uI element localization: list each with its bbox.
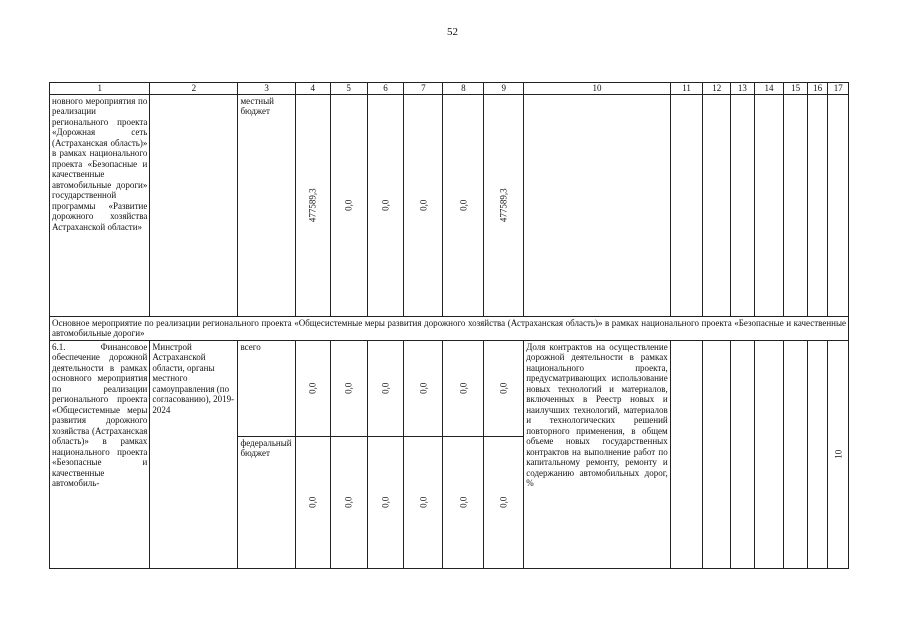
empty-cell xyxy=(731,340,755,568)
value-cell xyxy=(367,340,404,436)
empty-cell xyxy=(784,340,808,568)
value-cell xyxy=(295,436,330,568)
value-text: 0,0 xyxy=(498,496,509,508)
value-text: 0,0 xyxy=(380,496,391,508)
indicator-cell xyxy=(524,94,670,316)
funding-source-cell: всего xyxy=(238,340,295,436)
empty-cell xyxy=(731,94,755,316)
value-cell xyxy=(484,436,524,568)
col-header: 1 xyxy=(50,83,150,95)
indicator-cell: Доля контрактов на осуществление дорожной деятельности в рамках национального проекта, предусматривающих использование новых технологий и материалов, включенных в Реестр новых и наилучших технологий, материалов и технологических решений повторного применения, в общем объеме новых государственных контрактов на выполнение работ по капитальному ремонту, ремонту и содержанию автомобильных дорог, % xyxy=(524,340,670,568)
empty-cell xyxy=(754,340,784,568)
value-cell xyxy=(404,94,443,316)
col-header: 7 xyxy=(404,83,443,95)
col-header: 8 xyxy=(443,83,484,95)
col-header: 4 xyxy=(295,83,330,95)
value-text: 0,0 xyxy=(343,382,354,394)
col-header: 15 xyxy=(784,83,808,95)
empty-cell xyxy=(703,94,731,316)
col-header: 2 xyxy=(150,83,238,95)
measure-name-cell: 6.1. Финансовое обеспечение дорожной деятельности в рамках основного мероприятия по реализации регионального проекта «Общесистемные меры развития дорожного хозяйства (Астраханская область)» в рамках национального проекта «Безопасные и качественные автомобиль- xyxy=(50,340,150,568)
empty-cell xyxy=(828,94,849,316)
section-title-row xyxy=(50,316,849,340)
executor-cell xyxy=(150,94,238,316)
value-text: 0,0 xyxy=(380,199,391,211)
executor-cell: Минстрой Астраханской области, органы местного самоуправления (по согласованию), 2019-2024 xyxy=(150,340,238,568)
table-row xyxy=(50,340,849,436)
value-cell xyxy=(443,436,484,568)
col-header: 16 xyxy=(807,83,827,95)
indicator-value: 10 xyxy=(832,449,843,459)
value-text: 0,0 xyxy=(307,496,318,508)
empty-cell xyxy=(807,94,827,316)
empty-cell xyxy=(754,94,784,316)
col-header: 13 xyxy=(731,83,755,95)
value-cell xyxy=(330,94,367,316)
funding-source-cell: федеральный бюджет xyxy=(238,436,295,568)
value-cell xyxy=(404,340,443,436)
funding-source-cell: местный бюджет xyxy=(238,94,295,316)
value-text: 0,0 xyxy=(418,382,429,394)
col-header: 14 xyxy=(754,83,784,95)
empty-cell xyxy=(703,340,731,568)
section-title: Основное мероприятие по реализации регионального проекта «Общесистемные меры развития дорожного хозяйства (Астраханская область)» в рамках национального проекта «Безопасные и качественные автомобильные дороги» xyxy=(50,316,849,340)
value-cell xyxy=(443,340,484,436)
value-text: 0,0 xyxy=(458,382,469,394)
value-cell xyxy=(367,94,404,316)
empty-cell xyxy=(784,94,808,316)
empty-cell xyxy=(670,94,703,316)
value-cell xyxy=(295,94,330,316)
value-cell xyxy=(367,436,404,568)
value-cell xyxy=(484,94,524,316)
empty-cell xyxy=(807,340,827,568)
value-cell xyxy=(443,94,484,316)
col-header: 11 xyxy=(670,83,703,95)
value-cell xyxy=(330,340,367,436)
value-text: 0,0 xyxy=(380,382,391,394)
indicator-value-cell xyxy=(828,340,849,568)
col-header: 17 xyxy=(828,83,849,95)
program-table xyxy=(49,82,849,569)
measure-name-cell: новного мероприятия по реализации регионального проекта «Дорожная сеть (Астраханская область)» в рамках национального проекта «Безопасные и качественные автомобильные дороги» государственной программы «Развитие дорожного хозяйства Астраханской области» xyxy=(50,94,150,316)
header-row xyxy=(50,83,849,95)
table-row xyxy=(50,94,849,316)
value-text: 0,0 xyxy=(498,382,509,394)
value-text: 0,0 xyxy=(343,199,354,211)
value-text: 0,0 xyxy=(458,496,469,508)
value-text: 0,0 xyxy=(343,496,354,508)
col-header: 3 xyxy=(238,83,295,95)
value-text: 477589,3 xyxy=(307,188,318,222)
col-header: 12 xyxy=(703,83,731,95)
col-header: 10 xyxy=(524,83,670,95)
value-text: 477589,3 xyxy=(498,188,509,222)
col-header: 9 xyxy=(484,83,524,95)
value-text: 0,0 xyxy=(458,199,469,211)
col-header: 6 xyxy=(367,83,404,95)
value-cell xyxy=(295,340,330,436)
col-header: 5 xyxy=(330,83,367,95)
empty-cell xyxy=(670,340,703,568)
value-cell xyxy=(484,340,524,436)
value-text: 0,0 xyxy=(307,382,318,394)
value-cell xyxy=(330,436,367,568)
value-text: 0,0 xyxy=(418,496,429,508)
value-text: 0,0 xyxy=(418,199,429,211)
page-number: 52 xyxy=(447,26,458,38)
value-cell xyxy=(404,436,443,568)
